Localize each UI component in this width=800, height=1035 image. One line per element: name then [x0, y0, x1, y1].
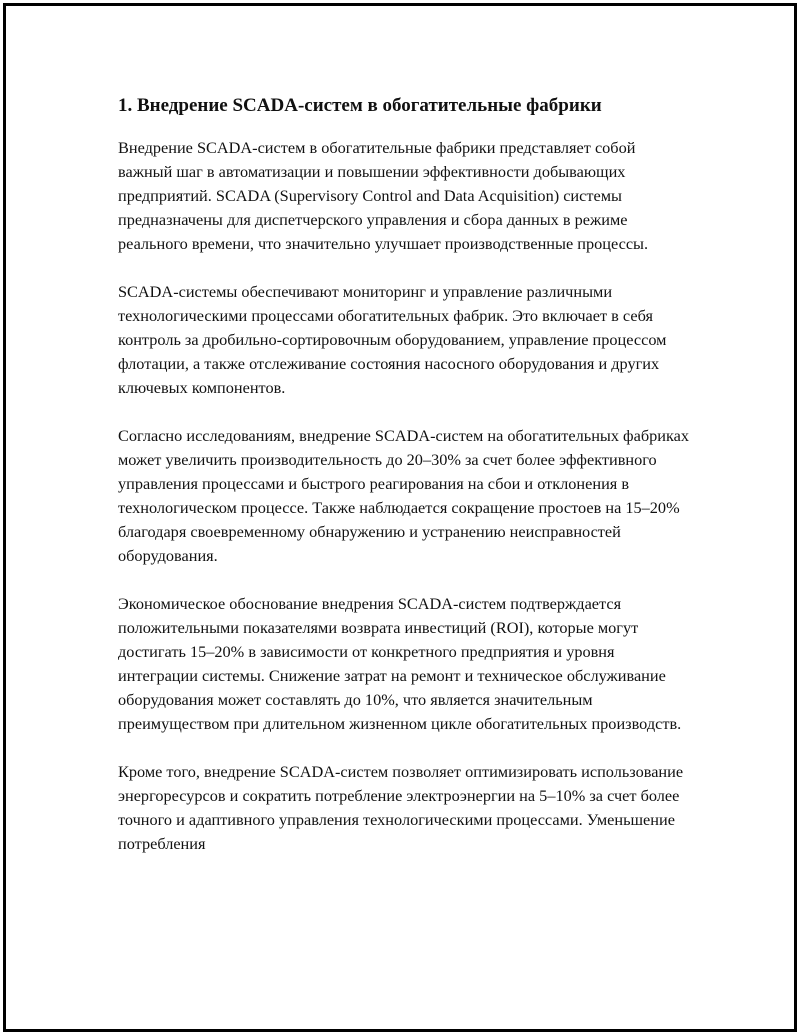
paragraph-intro: Внедрение SCADA-систем в обогатительные фабрики представляет собой важный шаг в автоматизации и повышении эффективности добывающих предприятий. SCADA (Supervisory Control and Data Acquisition) системы предназначены для диспетчерского управления и сбора данных в режиме реального времени, что значительно улучшает производственные процессы.	[118, 138, 649, 253]
paragraph-energy: Кроме того, внедрение SCADA-систем позволяет оптимизировать использование энергоресурсов и сократить потребление электроэнергии на 5–10% за счет более точного и адаптивного управления технологическими процессами. Уменьшение потребления	[118, 762, 684, 853]
document-body	[118, 92, 690, 880]
paragraph-economics: Экономическое обоснование внедрения SCADA-систем подтверждается положительными показателями возврата инвестиций (ROI), которые могут достигать 15–20% в зависимости от конкретного предприятия и уровня интеграции системы. Снижение затрат на ремонт и техническое обслуживание оборудования может составлять до 10%, что является значительным преимуществом при длительном жизненном цикле обогатительных производств.	[118, 594, 682, 733]
section-heading: 1. Внедрение SCADA-систем в обогатительные фабрики	[118, 95, 602, 116]
paragraph-research: Согласно исследованиям, внедрение SCADA-систем на обогатительных фабриках может увеличить производительность до 20–30% за счет более эффективного управления процессами и быстрого реагирования на сбои и отклонения в технологическом процессе. Также наблюдается сокращение простоев на 15–20% благодаря своевременному обнаружению и устранению неисправностей оборудования.	[118, 426, 689, 565]
paragraph-monitoring: SCADA-системы обеспечивают мониторинг и управление различными технологическими процессами обогатительных фабрик. Это включает в себя контроль за дробильно-сортировочным оборудованием, управление процессом флотации, а также отслеживание состояния насосного оборудования и других ключевых компонентов.	[118, 282, 667, 397]
